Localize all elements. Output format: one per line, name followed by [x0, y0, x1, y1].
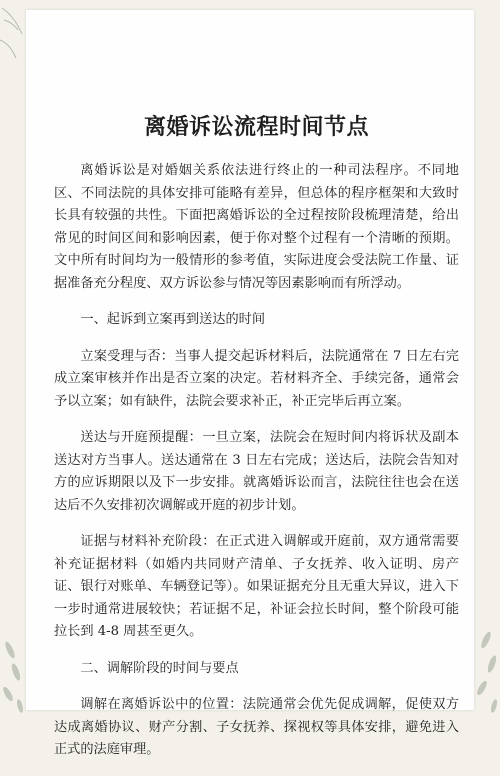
- intro-paragraph: 离婚诉讼是对婚姻关系依法进行终止的一种司法程序。不同地区、不同法院的具体安排可能略有差异，但总体的程序框架和大致时长具有较强的共性。下面把离婚诉讼的全过程按阶段梳理清楚，给出常见的时间区间和影响因素，便于你对整个过程有一个清晰的预期。文中所有时间均为一般情形的参考值，实际进度会受法院工作量、证据准备充分程度、双方诉讼参与情况等因素影响而有所浮动。: [54, 163, 459, 291]
- document-title: 离婚诉讼流程时间节点: [143, 114, 369, 140]
- paragraph-service-notice: 送达与开庭预提醒：一旦立案，法院会在短时间内将诉状及副本送达对方当事人。送达通常在 3 日左右完成；送达后，法院会告知对方的应诉期限以及下一步安排。就离婚诉讼而言，法院往往也会在送达后不久安排初次调解或开庭的初步计划。: [54, 430, 459, 513]
- document-page: [26, 10, 474, 757]
- paragraph-mediation-position: 调解在离婚诉讼中的位置：法院通常会优先促成调解，促使双方达成离婚协议、财产分割、子女抚养、探视权等具体安排，避免进入正式的法庭审理。: [54, 697, 459, 757]
- section-heading-1: 一、起诉到立案再到送达的时间: [80, 312, 266, 327]
- leaf-decoration-top-left: [0, 8, 22, 58]
- paragraph-evidence-supplement: 证据与材料补充阶段：在正式进入调解或开庭前，双方通常需要补充证据材料（如婚内共同财产清单、子女抚养、收入证明、房产证、银行对账单、车辆登记等）。如果证据充分且无重大异议，进入下一步时通常进展较快；若证据不足，补证会拉长时间，整个阶段可能拉长到 4-8 周甚至更久。: [54, 534, 459, 639]
- leaf-decoration-bottom-right: [475, 631, 498, 714]
- paragraph-filing-acceptance: 立案受理与否：当事人提交起诉材料后，法院通常在 7 日左右完成立案审核并作出是否立案的决定。若材料齐全、手续完备，通常会予以立案；如有缺件，法院会要求补正，补正完毕后再立案。: [54, 348, 459, 409]
- leaf-decoration-bottom-left: [1, 641, 24, 714]
- document-content: [54, 112, 459, 776]
- section-heading-2: 二、调解阶段的时间与要点: [80, 660, 239, 676]
